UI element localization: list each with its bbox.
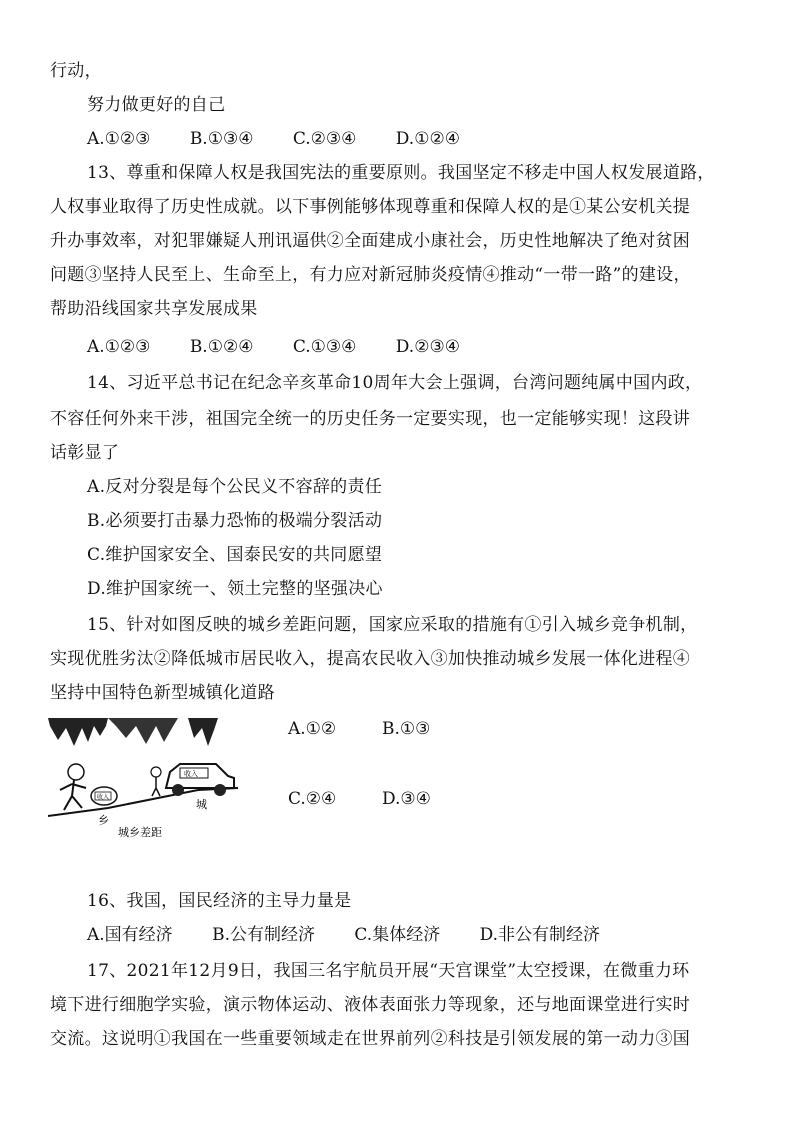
q13-stem-line: 升办事效率，对犯罪嫌疑人刑讯逼供②全面建成小康社会，历史性地解决了绝对贫困: [50, 231, 691, 251]
q15-option-c: C.②④: [288, 789, 337, 809]
car-label: 收入: [184, 770, 198, 778]
q15-option-d: D.③④: [382, 789, 431, 809]
q17-stem-line: 境下进行细胞学实验，演示物体运动、液体表面张力等现象，还与地面课堂进行实时: [50, 995, 691, 1015]
option-a: A.①②③: [87, 337, 151, 357]
q15-stem-line: 坚持中国特色新型城镇化道路: [50, 683, 275, 703]
q15-stem-line: 实现优胜劣汰②降低城市居民收入，提高农民收入③加快推动城乡发展一体化进程④: [50, 649, 691, 669]
option-d: D.②③④: [395, 337, 460, 357]
q14-option-a: A.反对分裂是每个公民义不容辞的责任: [87, 477, 383, 497]
q14-stem-line: 话彰显了: [50, 443, 120, 463]
q12-options: [87, 122, 494, 156]
q15-option-b: B.①③: [382, 719, 431, 739]
option-b: B.①②④: [189, 337, 254, 357]
q13-stem-line: 帮助沿线国家共享发展成果: [50, 299, 258, 319]
q16-stem: 16、我国，国民经济的主导力量是: [87, 891, 352, 911]
figure-caption: 城乡差距: [118, 826, 162, 839]
option-c: C.①③④: [292, 337, 357, 357]
q13-stem-line: 人权事业取得了历史性成就。以下事例能够体现尊重和保障人权的是①某公安机关提: [50, 197, 691, 217]
text-line: 行动，: [50, 61, 102, 81]
q13-stem-line: 13、尊重和保障人权是我国宪法的重要原则。我国坚定不移走中国人权发展道路，: [87, 163, 715, 183]
option-d: D.①②④: [395, 129, 460, 149]
option-a: A.国有经济: [87, 925, 173, 945]
cartoon-illustration: [48, 716, 238, 842]
q14-stem-line: 14、习近平总书记在纪念辛亥革命10周年大会上强调，台湾问题纯属中国内政，: [87, 373, 703, 393]
q17-stem-line: 17、2021年12月9日，我国三名宇航员开展“天宫课堂”太空授课，在微重力环: [87, 961, 690, 981]
pig-label: 收入: [97, 794, 110, 801]
q15-stem-line: 15、针对如图反映的城乡差距问题，国家应采取的措施有①引入城乡竞争机制，: [87, 615, 698, 635]
q13-options: [87, 330, 494, 364]
q15-option-a: A.①②: [288, 719, 337, 739]
text-line: 努力做更好的自己: [87, 95, 226, 115]
option-d: D.非公有制经济: [479, 925, 601, 945]
village-label: 乡: [98, 814, 109, 827]
option-a: A.①②③: [87, 129, 151, 149]
q14-option-c: C.维护国家安全、国泰民安的共同愿望: [87, 545, 383, 565]
cartoon-figure: [48, 716, 238, 842]
q14-stem-line: 不容任何外来干涉，祖国完全统一的历史任务一定要实现，也一定能够实现！这段讲: [50, 409, 691, 429]
q13-stem-line: 问题③坚持人民至上、生命至上，有力应对新冠肺炎疫情④推动“一带一路”的建设，: [50, 265, 691, 285]
city-label: 城: [196, 798, 207, 811]
q16-options: [87, 918, 634, 952]
option-c: C.集体经济: [354, 925, 441, 945]
q17-stem-line: 交流。这说明①我国在一些重要领域走在世界前列②科技是引领发展的第一动力③国: [50, 1029, 691, 1049]
q14-option-d: D.维护国家统一、领土完整的坚强决心: [87, 579, 383, 599]
option-b: B.公有制经济: [212, 925, 315, 945]
q14-option-b: B.必须要打击暴力恐怖的极端分裂活动: [87, 511, 383, 531]
option-b: B.①③④: [189, 129, 254, 149]
option-c: C.②③④: [292, 129, 357, 149]
